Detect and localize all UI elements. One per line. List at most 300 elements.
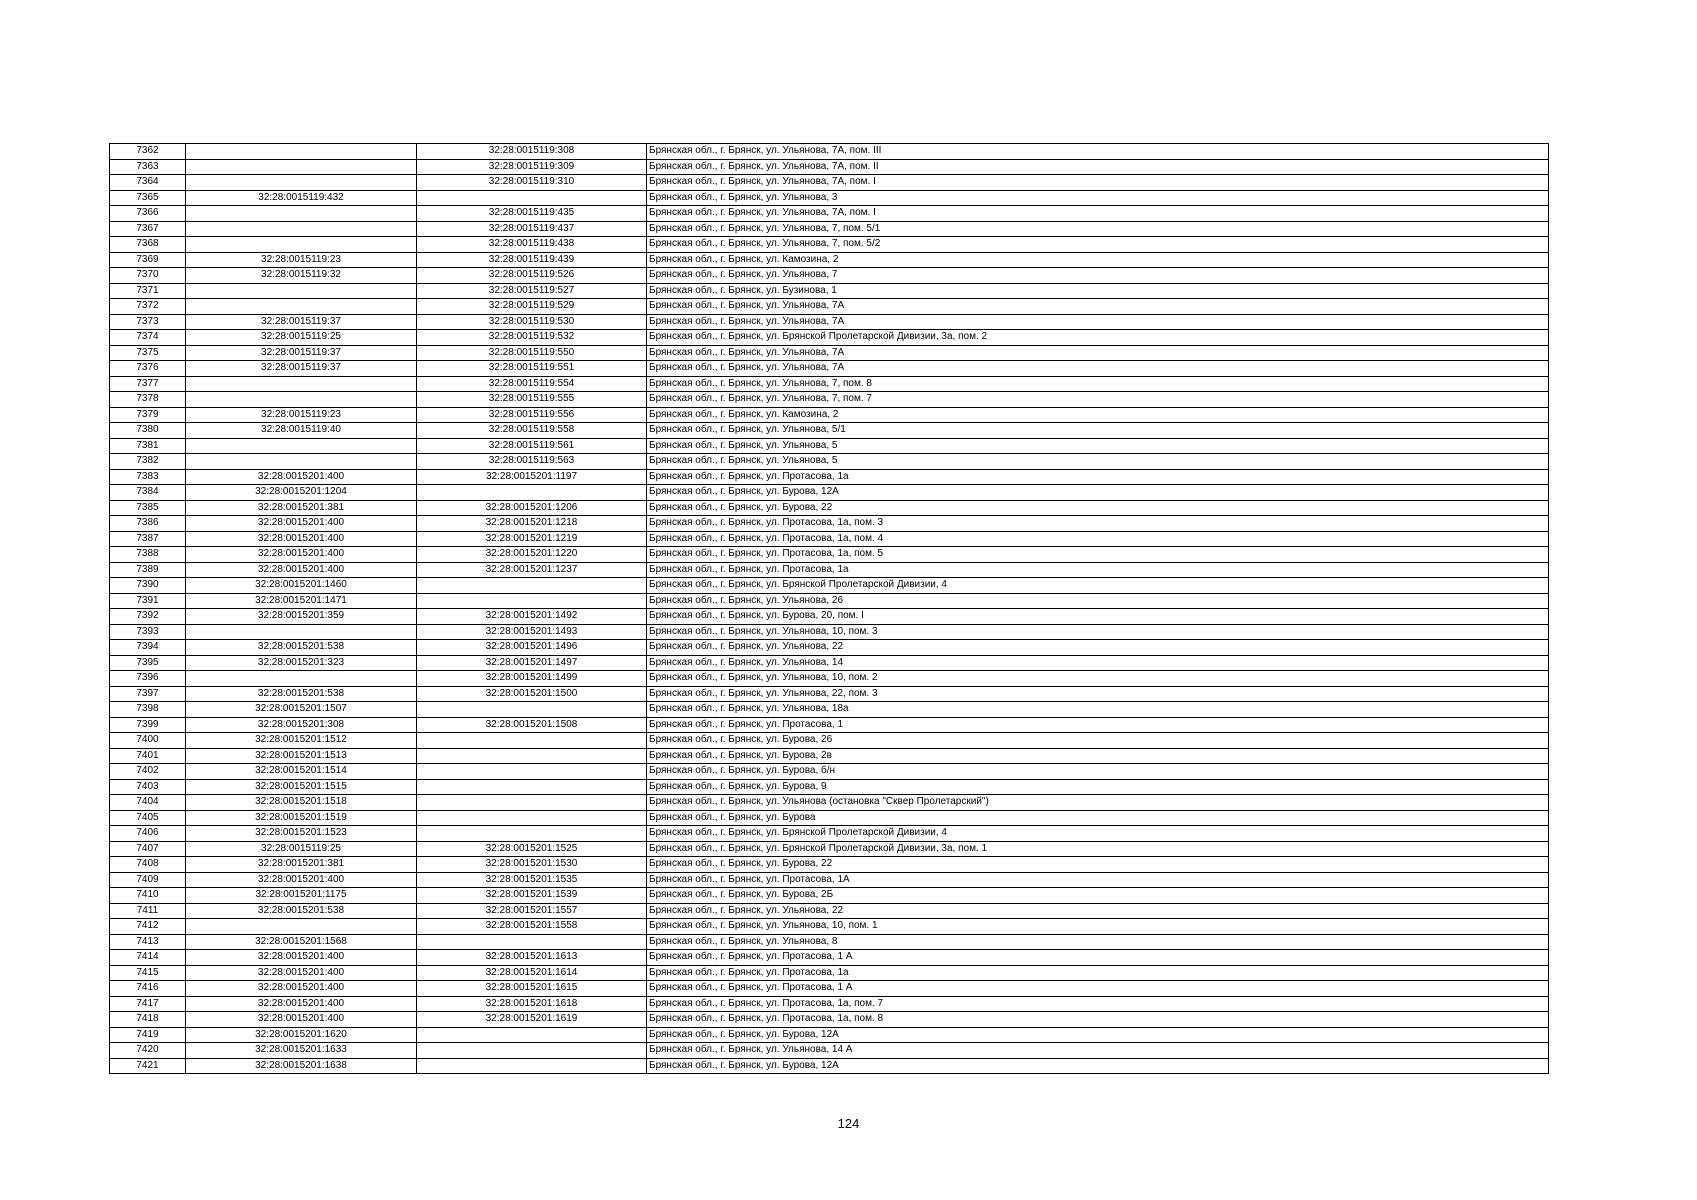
row-number-cell: 7405	[110, 810, 186, 826]
address-cell: Брянская обл., г. Брянск, ул. Ульянова, 7А	[647, 314, 1549, 330]
object-cadastral-number-cell: 32:28:0015201:1497	[417, 655, 647, 671]
table-row	[110, 609, 1549, 625]
land-cadastral-number-cell: 32:28:0015201:400	[186, 516, 417, 532]
object-cadastral-number-cell: 32:28:0015201:1618	[417, 996, 647, 1012]
table-row	[110, 841, 1549, 857]
row-number-cell: 7375	[110, 345, 186, 361]
object-cadastral-number-cell: 32:28:0015119:530	[417, 314, 647, 330]
land-cadastral-number-cell: 32:28:0015119:25	[186, 330, 417, 346]
address-cell: Брянская обл., г. Брянск, ул. Бурова, 12А	[647, 485, 1549, 501]
object-cadastral-number-cell	[417, 190, 647, 206]
object-cadastral-number-cell	[417, 1043, 647, 1059]
land-cadastral-number-cell: 32:28:0015201:1568	[186, 934, 417, 950]
address-cell: Брянская обл., г. Брянск, ул. Ульянова, 7А	[647, 299, 1549, 315]
address-cell: Брянская обл., г. Брянск, ул. Ульянова, 7	[647, 268, 1549, 284]
table-row	[110, 376, 1549, 392]
row-number-cell: 7398	[110, 702, 186, 718]
address-cell: Брянская обл., г. Брянск, ул. Протасова, 1 А	[647, 950, 1549, 966]
address-cell: Брянская обл., г. Брянск, ул. Брянской Пролетарской Дивизии, 4	[647, 578, 1549, 594]
land-cadastral-number-cell: 32:28:0015201:400	[186, 965, 417, 981]
object-cadastral-number-cell: 32:28:0015201:1619	[417, 1012, 647, 1028]
land-cadastral-number-cell	[186, 392, 417, 408]
land-cadastral-number-cell: 32:28:0015201:400	[186, 872, 417, 888]
land-cadastral-number-cell	[186, 144, 417, 160]
object-cadastral-number-cell: 32:28:0015201:1557	[417, 903, 647, 919]
row-number-cell: 7397	[110, 686, 186, 702]
address-cell: Брянская обл., г. Брянск, ул. Ульянова (остановка "Сквер Пролетарский")	[647, 795, 1549, 811]
address-cell: Брянская обл., г. Брянск, ул. Камозина, 2	[647, 252, 1549, 268]
row-number-cell: 7407	[110, 841, 186, 857]
table-row	[110, 1058, 1549, 1074]
address-cell: Брянская обл., г. Брянск, ул. Бурова, 26	[647, 733, 1549, 749]
object-cadastral-number-cell	[417, 779, 647, 795]
row-number-cell: 7415	[110, 965, 186, 981]
table-row	[110, 345, 1549, 361]
object-cadastral-number-cell: 32:28:0015119:438	[417, 237, 647, 253]
land-cadastral-number-cell: 32:28:0015119:40	[186, 423, 417, 439]
address-cell: Брянская обл., г. Брянск, ул. Протасова, 1а, пом. 7	[647, 996, 1549, 1012]
object-cadastral-number-cell: 32:28:0015119:437	[417, 221, 647, 237]
address-cell: Брянская обл., г. Брянск, ул. Ульянова, 7А, пом. III	[647, 144, 1549, 160]
address-cell: Брянская обл., г. Брянск, ул. Ульянова, 10, пом. 1	[647, 919, 1549, 935]
row-number-cell: 7369	[110, 252, 186, 268]
land-cadastral-number-cell: 32:28:0015119:23	[186, 252, 417, 268]
row-number-cell: 7378	[110, 392, 186, 408]
object-cadastral-number-cell: 32:28:0015119:556	[417, 407, 647, 423]
object-cadastral-number-cell: 32:28:0015201:1614	[417, 965, 647, 981]
row-number-cell: 7400	[110, 733, 186, 749]
table-row	[110, 748, 1549, 764]
land-cadastral-number-cell	[186, 454, 417, 470]
land-cadastral-number-cell: 32:28:0015201:359	[186, 609, 417, 625]
table-row	[110, 1027, 1549, 1043]
object-cadastral-number-cell: 32:28:0015201:1237	[417, 562, 647, 578]
table-row	[110, 547, 1549, 563]
address-cell: Брянская обл., г. Брянск, ул. Брянской Пролетарской Дивизии, 4	[647, 826, 1549, 842]
object-cadastral-number-cell: 32:28:0015201:1558	[417, 919, 647, 935]
table-row	[110, 423, 1549, 439]
table-row	[110, 516, 1549, 532]
object-cadastral-number-cell	[417, 748, 647, 764]
address-cell: Брянская обл., г. Брянск, ул. Ульянова, 14 А	[647, 1043, 1549, 1059]
land-cadastral-number-cell	[186, 221, 417, 237]
address-cell: Брянская обл., г. Брянск, ул. Ульянова, 22	[647, 903, 1549, 919]
row-number-cell: 7363	[110, 159, 186, 175]
row-number-cell: 7416	[110, 981, 186, 997]
land-cadastral-number-cell: 32:28:0015201:1514	[186, 764, 417, 780]
object-cadastral-number-cell: 32:28:0015119:526	[417, 268, 647, 284]
row-number-cell: 7391	[110, 593, 186, 609]
address-cell: Брянская обл., г. Брянск, ул. Бурова, 9	[647, 779, 1549, 795]
row-number-cell: 7372	[110, 299, 186, 315]
table-row	[110, 764, 1549, 780]
table-row	[110, 872, 1549, 888]
row-number-cell: 7370	[110, 268, 186, 284]
table-row	[110, 965, 1549, 981]
row-number-cell: 7389	[110, 562, 186, 578]
row-number-cell: 7368	[110, 237, 186, 253]
row-number-cell: 7408	[110, 857, 186, 873]
land-cadastral-number-cell	[186, 624, 417, 640]
object-cadastral-number-cell	[417, 1027, 647, 1043]
table-row	[110, 469, 1549, 485]
table-row	[110, 981, 1549, 997]
table-row	[110, 159, 1549, 175]
object-cadastral-number-cell: 32:28:0015201:1525	[417, 841, 647, 857]
row-number-cell: 7394	[110, 640, 186, 656]
object-cadastral-number-cell: 32:28:0015119:527	[417, 283, 647, 299]
object-cadastral-number-cell: 32:28:0015119:555	[417, 392, 647, 408]
row-number-cell: 7380	[110, 423, 186, 439]
table-row	[110, 578, 1549, 594]
row-number-cell: 7413	[110, 934, 186, 950]
land-cadastral-number-cell: 32:28:0015201:538	[186, 903, 417, 919]
land-cadastral-number-cell: 32:28:0015119:37	[186, 314, 417, 330]
table-row	[110, 314, 1549, 330]
table-row	[110, 624, 1549, 640]
object-cadastral-number-cell	[417, 795, 647, 811]
object-cadastral-number-cell: 32:28:0015201:1615	[417, 981, 647, 997]
object-cadastral-number-cell: 32:28:0015201:1492	[417, 609, 647, 625]
land-cadastral-number-cell: 32:28:0015119:25	[186, 841, 417, 857]
object-cadastral-number-cell	[417, 826, 647, 842]
object-cadastral-number-cell	[417, 733, 647, 749]
land-cadastral-number-cell	[186, 159, 417, 175]
table-row	[110, 283, 1549, 299]
table-row	[110, 717, 1549, 733]
row-number-cell: 7365	[110, 190, 186, 206]
land-cadastral-number-cell: 32:28:0015201:1175	[186, 888, 417, 904]
address-cell: Брянская обл., г. Брянск, ул. Ульянова, 3	[647, 190, 1549, 206]
table-row	[110, 826, 1549, 842]
row-number-cell: 7388	[110, 547, 186, 563]
row-number-cell: 7376	[110, 361, 186, 377]
land-cadastral-number-cell: 32:28:0015119:23	[186, 407, 417, 423]
land-cadastral-number-cell: 32:28:0015201:381	[186, 500, 417, 516]
address-cell: Брянская обл., г. Брянск, ул. Камозина, 2	[647, 407, 1549, 423]
land-cadastral-number-cell	[186, 206, 417, 222]
table-row	[110, 996, 1549, 1012]
object-cadastral-number-cell	[417, 764, 647, 780]
address-cell: Брянская обл., г. Брянск, ул. Брянской Пролетарской Дивизии, 3а, пом. 2	[647, 330, 1549, 346]
row-number-cell: 7410	[110, 888, 186, 904]
object-cadastral-number-cell: 32:28:0015201:1499	[417, 671, 647, 687]
address-cell: Брянская обл., г. Брянск, ул. Ульянова, 7, пом. 8	[647, 376, 1549, 392]
address-cell: Брянская обл., г. Брянск, ул. Ульянова, 22	[647, 640, 1549, 656]
land-cadastral-number-cell: 32:28:0015201:1519	[186, 810, 417, 826]
table-row	[110, 779, 1549, 795]
address-cell: Брянская обл., г. Брянск, ул. Брянской Пролетарской Дивизии, 3а, пом. 1	[647, 841, 1549, 857]
address-cell: Брянская обл., г. Брянск, ул. Бурова	[647, 810, 1549, 826]
address-cell: Брянская обл., г. Брянск, ул. Ульянова, 7, пом. 7	[647, 392, 1549, 408]
address-cell: Брянская обл., г. Брянск, ул. Ульянова, 7, пом. 5/2	[647, 237, 1549, 253]
land-cadastral-number-cell: 32:28:0015119:37	[186, 361, 417, 377]
row-number-cell: 7364	[110, 175, 186, 191]
row-number-cell: 7386	[110, 516, 186, 532]
object-cadastral-number-cell: 32:28:0015201:1539	[417, 888, 647, 904]
object-cadastral-number-cell: 32:28:0015119:561	[417, 438, 647, 454]
address-cell: Брянская обл., г. Брянск, ул. Бурова, 22	[647, 857, 1549, 873]
land-cadastral-number-cell: 32:28:0015119:37	[186, 345, 417, 361]
row-number-cell: 7420	[110, 1043, 186, 1059]
table-row	[110, 593, 1549, 609]
table-row	[110, 268, 1549, 284]
table-row	[110, 671, 1549, 687]
object-cadastral-number-cell: 32:28:0015201:1508	[417, 717, 647, 733]
land-cadastral-number-cell: 32:28:0015119:32	[186, 268, 417, 284]
table-row	[110, 500, 1549, 516]
row-number-cell: 7383	[110, 469, 186, 485]
land-cadastral-number-cell: 32:28:0015201:538	[186, 686, 417, 702]
land-cadastral-number-cell: 32:28:0015201:400	[186, 531, 417, 547]
land-cadastral-number-cell: 32:28:0015201:1512	[186, 733, 417, 749]
row-number-cell: 7399	[110, 717, 186, 733]
address-cell: Брянская обл., г. Брянск, ул. Ульянова, 7А, пом. II	[647, 159, 1549, 175]
land-cadastral-number-cell: 32:28:0015201:381	[186, 857, 417, 873]
table-row	[110, 562, 1549, 578]
address-cell: Брянская обл., г. Брянск, ул. Ульянова, 26	[647, 593, 1549, 609]
table-row	[110, 733, 1549, 749]
row-number-cell: 7385	[110, 500, 186, 516]
address-cell: Брянская обл., г. Брянск, ул. Ульянова, 18а	[647, 702, 1549, 718]
table-row	[110, 950, 1549, 966]
row-number-cell: 7414	[110, 950, 186, 966]
land-cadastral-number-cell: 32:28:0015201:1518	[186, 795, 417, 811]
land-cadastral-number-cell: 32:28:0015201:400	[186, 950, 417, 966]
table-row	[110, 190, 1549, 206]
row-number-cell: 7373	[110, 314, 186, 330]
address-cell: Брянская обл., г. Брянск, ул. Ульянова, 7А, пом. I	[647, 175, 1549, 191]
land-cadastral-number-cell: 32:28:0015201:1460	[186, 578, 417, 594]
object-cadastral-number-cell	[417, 485, 647, 501]
object-cadastral-number-cell	[417, 934, 647, 950]
address-cell: Брянская обл., г. Брянск, ул. Протасова, 1а, пом. 3	[647, 516, 1549, 532]
row-number-cell: 7417	[110, 996, 186, 1012]
table-row	[110, 485, 1549, 501]
land-cadastral-number-cell: 32:28:0015201:400	[186, 996, 417, 1012]
object-cadastral-number-cell: 32:28:0015119:439	[417, 252, 647, 268]
object-cadastral-number-cell: 32:28:0015201:1220	[417, 547, 647, 563]
land-cadastral-number-cell	[186, 919, 417, 935]
table-row	[110, 640, 1549, 656]
land-cadastral-number-cell	[186, 237, 417, 253]
object-cadastral-number-cell: 32:28:0015201:1197	[417, 469, 647, 485]
land-cadastral-number-cell: 32:28:0015201:400	[186, 469, 417, 485]
address-cell: Брянская обл., г. Брянск, ул. Бурова, 12А	[647, 1058, 1549, 1074]
table-row	[110, 407, 1549, 423]
land-cadastral-number-cell	[186, 175, 417, 191]
cadastral-table-body	[110, 144, 1549, 1074]
land-cadastral-number-cell: 32:28:0015201:1507	[186, 702, 417, 718]
table-row	[110, 361, 1549, 377]
row-number-cell: 7396	[110, 671, 186, 687]
object-cadastral-number-cell: 32:28:0015201:1613	[417, 950, 647, 966]
object-cadastral-number-cell: 32:28:0015119:551	[417, 361, 647, 377]
object-cadastral-number-cell	[417, 578, 647, 594]
table-row	[110, 888, 1549, 904]
address-cell: Брянская обл., г. Брянск, ул. Протасова, 1 А	[647, 981, 1549, 997]
address-cell: Брянская обл., г. Брянск, ул. Ульянова, 10, пом. 3	[647, 624, 1549, 640]
object-cadastral-number-cell: 32:28:0015119:532	[417, 330, 647, 346]
address-cell: Брянская обл., г. Брянск, ул. Протасова, 1а, пом. 5	[647, 547, 1549, 563]
object-cadastral-number-cell: 32:28:0015201:1219	[417, 531, 647, 547]
row-number-cell: 7384	[110, 485, 186, 501]
table-row	[110, 438, 1549, 454]
row-number-cell: 7366	[110, 206, 186, 222]
land-cadastral-number-cell	[186, 376, 417, 392]
row-number-cell: 7382	[110, 454, 186, 470]
object-cadastral-number-cell: 32:28:0015201:1530	[417, 857, 647, 873]
table-row	[110, 330, 1549, 346]
table-row	[110, 686, 1549, 702]
table-row	[110, 1012, 1549, 1028]
table-row	[110, 237, 1549, 253]
address-cell: Брянская обл., г. Брянск, ул. Протасова, 1а	[647, 469, 1549, 485]
table-row	[110, 221, 1549, 237]
table-row	[110, 175, 1549, 191]
address-cell: Брянская обл., г. Брянск, ул. Ульянова, 5/1	[647, 423, 1549, 439]
address-cell: Брянская обл., г. Брянск, ул. Бузинова, 1	[647, 283, 1549, 299]
object-cadastral-number-cell: 32:28:0015119:308	[417, 144, 647, 160]
address-cell: Брянская обл., г. Брянск, ул. Бурова, 12А	[647, 1027, 1549, 1043]
table-row	[110, 903, 1549, 919]
table-row	[110, 454, 1549, 470]
table-row	[110, 810, 1549, 826]
address-cell: Брянская обл., г. Брянск, ул. Ульянова, 5	[647, 454, 1549, 470]
address-cell: Брянская обл., г. Брянск, ул. Протасова, 1а, пом. 8	[647, 1012, 1549, 1028]
object-cadastral-number-cell	[417, 702, 647, 718]
land-cadastral-number-cell: 32:28:0015201:1471	[186, 593, 417, 609]
object-cadastral-number-cell: 32:28:0015201:1500	[417, 686, 647, 702]
row-number-cell: 7395	[110, 655, 186, 671]
object-cadastral-number-cell	[417, 593, 647, 609]
object-cadastral-number-cell: 32:28:0015201:1493	[417, 624, 647, 640]
row-number-cell: 7362	[110, 144, 186, 160]
page-number: 124	[837, 1116, 860, 1131]
address-cell: Брянская обл., г. Брянск, ул. Бурова, 2Б	[647, 888, 1549, 904]
row-number-cell: 7390	[110, 578, 186, 594]
row-number-cell: 7411	[110, 903, 186, 919]
land-cadastral-number-cell: 32:28:0015201:1523	[186, 826, 417, 842]
object-cadastral-number-cell	[417, 1058, 647, 1074]
address-cell: Брянская обл., г. Брянск, ул. Бурова, 20, пом. I	[647, 609, 1549, 625]
land-cadastral-number-cell: 32:28:0015201:1515	[186, 779, 417, 795]
land-cadastral-number-cell: 32:28:0015201:323	[186, 655, 417, 671]
address-cell: Брянская обл., г. Брянск, ул. Ульянова, 22, пом. 3	[647, 686, 1549, 702]
object-cadastral-number-cell: 32:28:0015201:1496	[417, 640, 647, 656]
land-cadastral-number-cell: 32:28:0015201:400	[186, 547, 417, 563]
row-number-cell: 7379	[110, 407, 186, 423]
object-cadastral-number-cell: 32:28:0015201:1218	[417, 516, 647, 532]
address-cell: Брянская обл., г. Брянск, ул. Ульянова, 5	[647, 438, 1549, 454]
row-number-cell: 7367	[110, 221, 186, 237]
object-cadastral-number-cell: 32:28:0015201:1535	[417, 872, 647, 888]
land-cadastral-number-cell: 32:28:0015201:400	[186, 981, 417, 997]
object-cadastral-number-cell: 32:28:0015119:435	[417, 206, 647, 222]
row-number-cell: 7409	[110, 872, 186, 888]
table-row	[110, 1043, 1549, 1059]
row-number-cell: 7371	[110, 283, 186, 299]
address-cell: Брянская обл., г. Брянск, ул. Протасова, 1а, пом. 4	[647, 531, 1549, 547]
address-cell: Брянская обл., г. Брянск, ул. Протасова, 1а	[647, 965, 1549, 981]
row-number-cell: 7419	[110, 1027, 186, 1043]
cadastral-table	[109, 143, 1549, 1074]
land-cadastral-number-cell: 32:28:0015201:1620	[186, 1027, 417, 1043]
land-cadastral-number-cell: 32:28:0015201:400	[186, 1012, 417, 1028]
land-cadastral-number-cell: 32:28:0015201:1638	[186, 1058, 417, 1074]
row-number-cell: 7406	[110, 826, 186, 842]
row-number-cell: 7403	[110, 779, 186, 795]
address-cell: Брянская обл., г. Брянск, ул. Ульянова, 7А	[647, 345, 1549, 361]
table-row	[110, 857, 1549, 873]
land-cadastral-number-cell: 32:28:0015201:1633	[186, 1043, 417, 1059]
row-number-cell: 7418	[110, 1012, 186, 1028]
row-number-cell: 7401	[110, 748, 186, 764]
land-cadastral-number-cell: 32:28:0015119:432	[186, 190, 417, 206]
row-number-cell: 7392	[110, 609, 186, 625]
address-cell: Брянская обл., г. Брянск, ул. Ульянова, 7, пом. 5/1	[647, 221, 1549, 237]
address-cell: Брянская обл., г. Брянск, ул. Протасова, 1	[647, 717, 1549, 733]
table-row	[110, 919, 1549, 935]
table-row	[110, 206, 1549, 222]
object-cadastral-number-cell: 32:28:0015119:550	[417, 345, 647, 361]
land-cadastral-number-cell	[186, 299, 417, 315]
address-cell: Брянская обл., г. Брянск, ул. Ульянова, 7А	[647, 361, 1549, 377]
table-row	[110, 299, 1549, 315]
table-row	[110, 531, 1549, 547]
object-cadastral-number-cell: 32:28:0015119:558	[417, 423, 647, 439]
row-number-cell: 7377	[110, 376, 186, 392]
table-row	[110, 144, 1549, 160]
object-cadastral-number-cell: 32:28:0015119:310	[417, 175, 647, 191]
row-number-cell: 7387	[110, 531, 186, 547]
table-row	[110, 392, 1549, 408]
row-number-cell: 7402	[110, 764, 186, 780]
address-cell: Брянская обл., г. Брянск, ул. Протасова, 1а	[647, 562, 1549, 578]
land-cadastral-number-cell: 32:28:0015201:538	[186, 640, 417, 656]
land-cadastral-number-cell: 32:28:0015201:1513	[186, 748, 417, 764]
address-cell: Брянская обл., г. Брянск, ул. Протасова, 1А	[647, 872, 1549, 888]
address-cell: Брянская обл., г. Брянск, ул. Ульянова, 10, пом. 2	[647, 671, 1549, 687]
address-cell: Брянская обл., г. Брянск, ул. Бурова, б/н	[647, 764, 1549, 780]
row-number-cell: 7404	[110, 795, 186, 811]
table-row	[110, 655, 1549, 671]
address-cell: Брянская обл., г. Брянск, ул. Ульянова, 8	[647, 934, 1549, 950]
table-row	[110, 702, 1549, 718]
land-cadastral-number-cell	[186, 671, 417, 687]
row-number-cell: 7421	[110, 1058, 186, 1074]
address-cell: Брянская обл., г. Брянск, ул. Ульянова, 14	[647, 655, 1549, 671]
table-row	[110, 252, 1549, 268]
row-number-cell: 7381	[110, 438, 186, 454]
land-cadastral-number-cell: 32:28:0015201:1204	[186, 485, 417, 501]
land-cadastral-number-cell: 32:28:0015201:308	[186, 717, 417, 733]
address-cell: Брянская обл., г. Брянск, ул. Бурова, 22	[647, 500, 1549, 516]
row-number-cell: 7374	[110, 330, 186, 346]
object-cadastral-number-cell: 32:28:0015119:563	[417, 454, 647, 470]
object-cadastral-number-cell	[417, 810, 647, 826]
row-number-cell: 7393	[110, 624, 186, 640]
land-cadastral-number-cell	[186, 283, 417, 299]
object-cadastral-number-cell: 32:28:0015119:309	[417, 159, 647, 175]
address-cell: Брянская обл., г. Брянск, ул. Ульянова, 7А, пом. I	[647, 206, 1549, 222]
address-cell: Брянская обл., г. Брянск, ул. Бурова, 2в	[647, 748, 1549, 764]
row-number-cell: 7412	[110, 919, 186, 935]
object-cadastral-number-cell: 32:28:0015119:554	[417, 376, 647, 392]
object-cadastral-number-cell: 32:28:0015119:529	[417, 299, 647, 315]
land-cadastral-number-cell: 32:28:0015201:400	[186, 562, 417, 578]
table-row	[110, 795, 1549, 811]
